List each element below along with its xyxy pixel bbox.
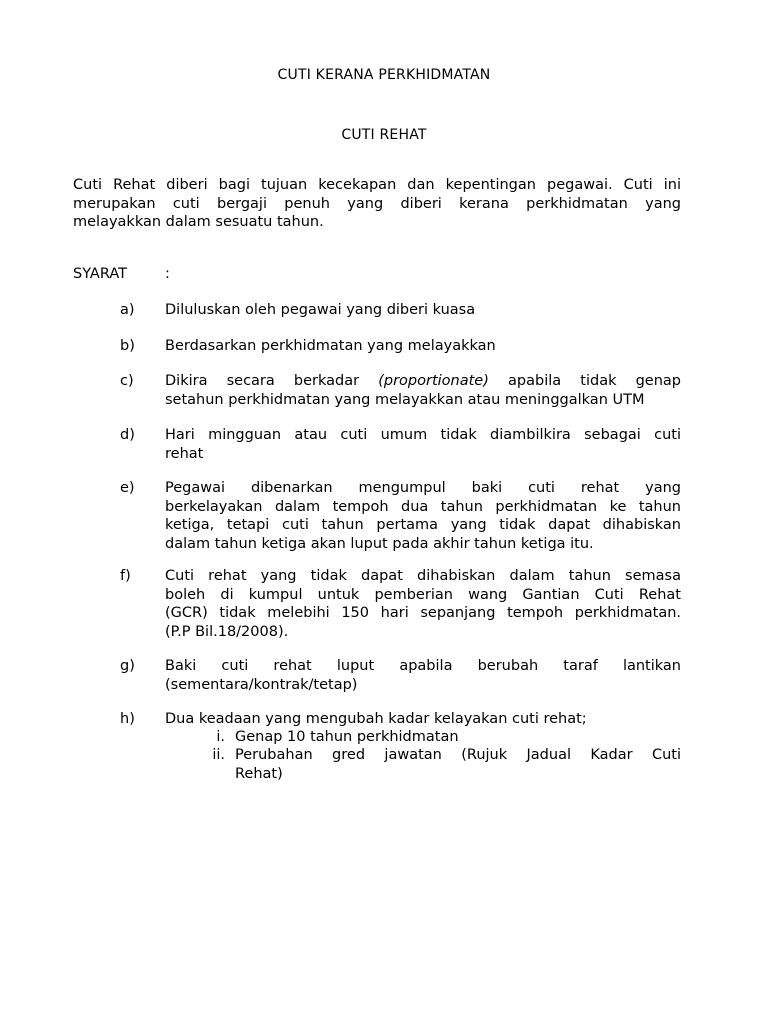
list-item-text <box>165 337 681 356</box>
intro-line: merupakan cuti bergaji penuh yang diberi kerana perkhidmatan yang <box>73 195 681 212</box>
list-item-line: setahun perkhidmatan yang melayakkan atau meninggalkan UTM <box>165 391 645 408</box>
list-item-line: boleh di kumpul untuk pemberian wang Gantian Cuti Rehat <box>165 586 681 603</box>
sub-item-number: i. <box>216 729 225 745</box>
intro-paragraph <box>73 176 681 232</box>
list-item-line: Hari mingguan atau cuti umum tidak diambilkira sebagai cuti <box>165 427 681 443</box>
list-item-text <box>165 372 681 409</box>
list-item-letter: h) <box>120 711 135 727</box>
list-item-letter: f) <box>120 568 131 584</box>
list-item-text <box>165 657 681 694</box>
proportionate-term: (proportionate) <box>378 373 489 389</box>
list-item-line: (P.P Bil.18/2008). <box>165 623 289 640</box>
list-item-line: Cuti rehat yang tidak dapat dihabiskan dalam tahun semasa <box>165 568 681 584</box>
list-item-line: Diluluskan oleh pegawai yang diberi kuasa <box>165 302 476 318</box>
intro-line: melayakkan dalam sesuatu tahun. <box>73 214 324 230</box>
list-item-line: (GCR) tidak melebihi 150 hari sepanjang tempoh perkhidmatan. <box>165 605 681 621</box>
list-item-letter: a) <box>120 302 135 318</box>
list-item-text <box>165 479 681 553</box>
document-title: CUTI KERANA PERKHIDMATAN <box>277 67 491 83</box>
list-item-letter: e) <box>120 480 135 496</box>
list-item-text <box>165 567 681 641</box>
list-item-line-part: Dikira secara berkadar <box>165 373 360 389</box>
document-subtitle: CUTI REHAT <box>341 127 427 143</box>
syarat-colon: : <box>165 266 170 282</box>
intro-line: Cuti Rehat diberi bagi tujuan kecekapan dan kepentingan pegawai. Cuti ini <box>73 177 681 193</box>
list-item-line: Berdasarkan perkhidmatan yang melayakkan <box>165 338 496 354</box>
list-item-line: rehat <box>165 445 204 462</box>
list-item-text <box>165 301 681 320</box>
list-item-line: dalam tahun ketiga akan luput pada akhir tahun ketiga itu. <box>165 535 594 552</box>
sub-item-line: Rehat) <box>235 765 283 782</box>
list-item-line <box>165 372 681 391</box>
list-item-line: Baki cuti rehat luput apabila berubah taraf lantikan <box>165 658 681 674</box>
sub-item-text <box>235 728 681 747</box>
list-item-letter: d) <box>120 427 135 443</box>
sub-item-number: ii. <box>212 747 225 763</box>
list-item-text <box>165 426 681 463</box>
list-item-letter: c) <box>120 373 134 389</box>
list-item-letter: g) <box>120 658 135 674</box>
sub-item-line: Perubahan gred jawatan (Rujuk Jadual Kadar Cuti <box>235 747 681 763</box>
sub-item-text <box>235 746 681 783</box>
list-item-text <box>165 710 681 729</box>
list-item-letter: b) <box>120 338 135 354</box>
sub-item-line: Genap 10 tahun perkhidmatan <box>235 729 459 745</box>
list-item-line-part: apabila tidak genap <box>508 373 682 389</box>
syarat-label: SYARAT <box>73 266 127 282</box>
list-item-line: (sementara/kontrak/tetap) <box>165 676 358 693</box>
list-item-line: ketiga, tetapi cuti tahun pertama yang tidak dapat dihabiskan <box>165 517 681 533</box>
list-item-line: Dua keadaan yang mengubah kadar kelayakan cuti rehat; <box>165 711 587 727</box>
list-item-line: berkelayakan dalam tempoh dua tahun perkhidmatan ke tahun <box>165 498 681 515</box>
list-item-line: Pegawai dibenarkan mengumpul baki cuti rehat yang <box>165 480 681 496</box>
